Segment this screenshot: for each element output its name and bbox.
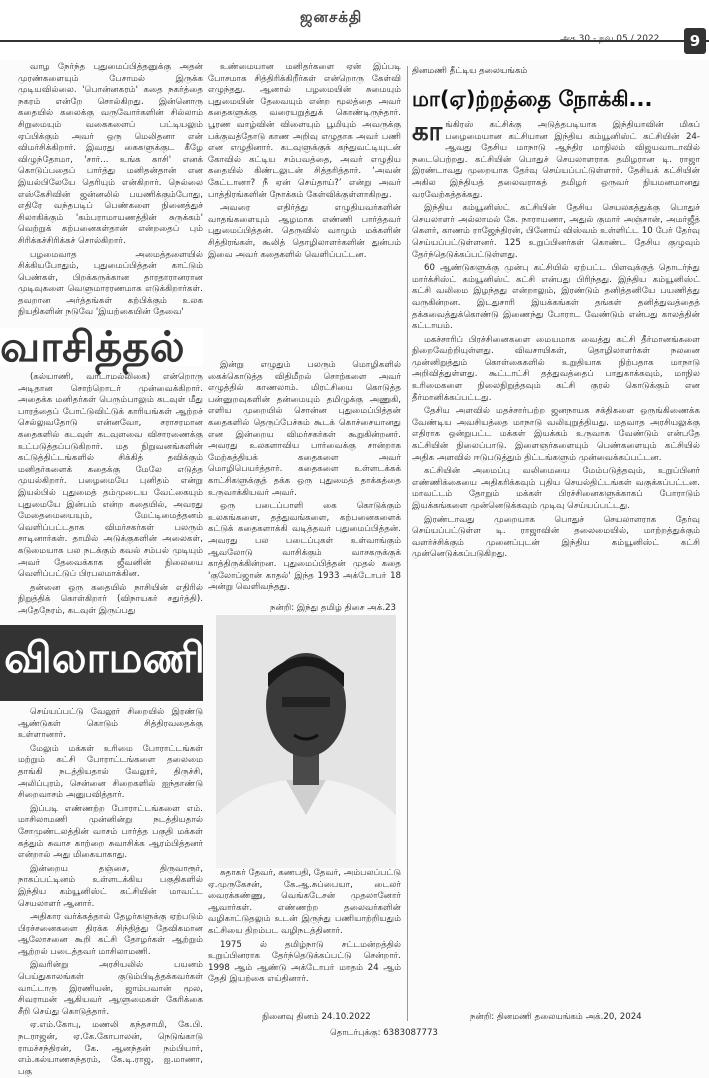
editorial-para: தேசிய அளவில் மதச்சார்பற்ற ஜனநாயக சக்திகளை ஒருங்கிணைக்க வேண்டிய அவசியத்தை மாநாடு வலியுறுத்தியது. மதவாத அரசியலுக்கு எதிராக ஒன்றுபட்ட மக்கள் இயக்கம் உருவாக வேண்டும் என்பதே கட்சியின் நிலைப்பாடு. இளைஞர்களையும் பெண்களையும் கட்சியில் அதிக அளவில் ஈடுபடுத்தும் திட்டங்களும் முன்வைக்கப்பட்டன. (412, 406, 700, 463)
middle-para: சுதாகர் தேவர், கணபதி, தேவர், அம்பலப்பட்டு ஏ.முருகேசன், கே.ஆ.சுப்பையா, டைலர் வைரக்கண்ணு, வெங்கடேசன் முதலானோர் ஆவார்கள். எண்ணற்ற தலைவர்களின் வழிகாட்டுதலும் உடன் இருந்து பணியாற்றியதும் கட்சியை திறம்பட வழிநடத்தினார். (208, 868, 401, 936)
middle-para: 1975 ல் தமிழ்நாடு சட்டமன்றத்தில் உறுப்பினராக தேர்ந்தெடுக்கப்பட்டு சென்றார். 1998 ஆம் ஆண்டு அக்டோபர் மாதம் 24 ஆம் தேதி இயற்கை எய்தினார். (208, 939, 401, 985)
middle-para: இன்று எழுதும் பலரும் மொழிகளில் கைக்கொடுத்த விதிமீறல் சொற்களை அவர் எழுத்தில் காணலாம். மிரட்சியை கொடுத்த பன்னுறவுகளின் தன்மையும் தமிழுக்கு அணுகி, எளிய முறையில் சொன்ன புதுமைப்பித்தன் கதைகளில் தெருப்பேச்சும் கூடக் கொச்சையானது என இன்றைய விமர்சகர்கள் கூறுகின்றனர். அவரது உலகளாவிய பார்வைக்கு சான்றாக மேற்கத்தியக் கதைகளை அவர் மொழிபெயர்த்தார். கதைகளை உள்ளடக்கக் காட்சிகளுக்குத் தக்க ஒரு புதுமைத் தாக்கத்தை உருவாக்கியவர் அவர். (208, 360, 401, 498)
issue-dateline: அக.30 - நவ.05 / 2022 (560, 34, 660, 44)
memorial-date: நினைவு தினம் 24.10.2022 (262, 1012, 371, 1022)
editorial-para: 60 ஆண்டுகளுக்கு முன்பு கட்சியில் ஏற்பட்ட பிளவுக்குத் தொடர்ந்து மார்க்சிஸ்ட் கம்யூனிஸ்ட் கட்சி என்பது பிரிந்தது. இந்திய கம்யூனிஸ்ட் கட்சி வலிமை இழந்தது என்றாலும், இரண்டும் தனித்தனியே பயணித்து வருகின்றன. இடதுசாரி இயக்கங்கள் தங்கள் தனித்துவத்தைத் தக்கவைத்துக்கொண்டு இணைந்து போராட வேண்டும் என்பது காலத்தின் கட்டாயம். (412, 263, 700, 332)
banner-text: விலாமணி (4, 633, 205, 682)
page-number: 9 (684, 28, 706, 54)
left-para: இப்படி எண்ணற்ற போராட்டங்களை எம். மாசிலாமணி முன்னின்று நடத்தியதால் சோமுண்டலத்தின் வாசம் பார்த்த பகுதி மக்கள் கத்தும் சுவாச காற்றை சுவாசிக்க ஆரம்பித்தனர் என்றால் அது மிகையாகாது. (18, 803, 203, 861)
contact-line: தொடர்புக்கு: 6383087773 (330, 1028, 438, 1038)
editorial-body (412, 117, 700, 1005)
middle-para: ஒரு படைப்பாளி கை கொடுக்கும் உலகங்களை, தத்துவங்களை, கற்பனைகளைக் கட்டுக் கதைகளாக்கி வடித்தவர் புதுமைப்பித்தன். அவரது பல படைப்புகள் உள்வாங்கும் ஆவலோடு வாசிக்கும் வாசகருக்குக் காத்திருக்கின்றன. புதுமைப்பித்தன் முதல் கதை 'குலோப்ஜான் காதல்' இந்த 1933 அக்டோபர் 18 அன்று வெளிவந்தது. (208, 501, 401, 593)
middle-article-top (208, 62, 401, 352)
source-credit: நன்றி: இந்து தமிழ் திசை அக்.23 (270, 603, 397, 613)
masthead (0, 0, 709, 60)
section-banner-name (0, 625, 203, 701)
portrait-image (216, 615, 396, 868)
left-para: (கல்யாணி, வாடாமல்லிகை) என்றொரு அடிதான சொற்றொடர் முன்வைக்கிறார். அதைக்க மனிதர்கள் பெரும்பாலும் கடவுள் மீது பாரத்தைப் போட்டுவிட்டுக் காரியங்கள் ஆற்றச் செல்லுவதோடு என்னவோ, சராசரமான கதைகளில் கடவுள் கடவுளவை விசாரணைக்கு உட்படுத்தப்படுகிறார். மத நிறுவனங்களின் கட்டுத்திட்டங்களில் சிக்கித் தவிக்கும் மனிதர்களைக் கதைக்கு மேலே எடுத்த முயல்கிறார். பழைமையே புனிதம் என்று இயல்பில் புதுமைத் தம்முடைய வேட்கையும் புதுமையே இன்பம் என்ற கதையில், அவரது மேதைமையையும், மேட்டிமைத்தனம் வெளிப்பட்டதாக விமர்சகர்கள் பலரும் சாடினார்கள். தாமில் அடுக்குகளின் அலைகள், கடுமையாக பல நடக்கும் கவல் சம்பல் முடியும் அவர் தேவைக்காக ஜீவனின் நிலையை வெளிப்பட்டுப் பிரபலமாக்கின. (18, 372, 203, 580)
left-para: பழமைவாத அமைத்தளையில் சிக்கியபோதும், புதுமைப்பித்தன் காட்டும் பெண்கள், பிறக்கருக்கான தாரதாரானரான முடிவுகளை வெளுமாரரணமாக எடுக்கிறார்கள். தவறான அர்த்தங்கள் கற்பிக்கும் உலக நியதிகளின் நடுவே 'இயற்கையின் தேவை' (18, 249, 203, 318)
editorial-credit: நன்றி: தினமணி தலையங்கம் அக்.20, 2024 (470, 1012, 642, 1022)
section-banner-reading (0, 322, 203, 371)
column-divider (407, 66, 408, 1021)
left-para: செய்யப்பட்டு வேலூர் சிறையில் இரண்டு ஆண்டுகள் கொடும் சித்திரவதைக்கு உள்ளானார். (18, 707, 203, 741)
left-para: இவரின்று அரசியலில் பயனம் பெய்துகாலங்கள் குடும்பிடித்தக்கவர்கள் வாட்டாரு இரணியன், ஜாம்பவான் மூல, சிவராமன் ஆகியவர் ஆளுமைகள் கேரிக்கை சீறி செய்து கொடுத்தார். (18, 960, 203, 1017)
left-article-top (18, 62, 203, 321)
middle-article-mid (208, 360, 401, 595)
left-para: வாழ நேர்ந்த புதுமைப்பித்தனுக்கு அதன் முரண்களையும் பேசாமல் இருக்க முடியவில்லை. 'பொன்னகரம்' கதை நகர்த்தை நகரம் என்றே சொல்கிறது. இன்னொரு கதையில் கலைக்கு வருவோர்களின் சில்லாம் சிறுமையும் வகைகளைப் பட்டியலும் ஏப்பிக்கும் அவர் ஒரு மெலிதனா என் விமர்சிக்கிறார். இவரது கைகளுக்குட கீழே விழுந்தோமா, 'சார்... உங்க காசி' எனக் கொடுப்பதைப் பார்த்து மனிதன்தான் என இயல்பிலேயே தெரியும் என்கிறார். நெல்லை எஸ்கேசிவின் ஜன்னலில் பயணிக்கும்போது, எதிரே வந்தபடிப் பெண்களை நினைத்துச் சிலாகிக்கும் 'கம்பராமாயணத்தின் சுருக்கம்' வெற்றுக் கற்பனைகள்தான் என்றதைப் பும் சிரிக்கச்சிரிக்கச் சொல்கிறார். (18, 62, 203, 246)
portrait-photo (216, 615, 396, 868)
middle-para: அவரை எதிர்த்து எழுதியவர்களின் வாதங்களையும் ஆழமாக எண்ணி பார்த்தவர் புதுமைப்பித்தன். தெருவில் வாழும் மக்களின் சித்திரங்கள், கூலித் தொழிலாளர்களின் துன்பம் இவை அவர் கதைகளில் வெளிப்பட்டன. (208, 203, 401, 260)
drop-cap: கா (412, 117, 443, 147)
left-para: மேலும் மக்கள் உரிமை போராட்டங்கள் மற்றும் கட்சி போராட்டங்களை தலைமை தாங்கி நடத்தியதால் வேலூர், திருச்சி, அலிப்புரம், சென்னை சிறைகளில் ஐந்தாண்டு சிறைவாசம் அனுபவித்தார். (18, 743, 203, 801)
left-article-bottom (18, 707, 203, 1077)
left-para: ஏ.எம்.கோபு, மணலி கந்தசாமி, கே.பி. நடராஜன், ஏ.கே.கோபாலன், நெடுங்காடு ராமச்சந்திரன், கே. ஆனந்தன் நம்பியார், எம்.கல்யாணசுந்தரம், கே.டி.ராஜ, ஐ.மாணா, பகு (18, 1020, 203, 1077)
editorial-title: மா(ஏ)ற்றத்தை நோக்கி... (412, 87, 653, 111)
left-para: இன்றைய தஞ்சை, திருவாரூர், நாகப்பட்டினம் உள்ளடக்கிய பகுதிகளில் இந்திய கம்யூனிஸ்ட் கட்சியின் மாவட்ட செயலாளர் ஆனார். (18, 863, 203, 909)
newspaper-brand: ஜனசக்தி (300, 8, 363, 26)
editorial-para: இந்திய கம்யூனிஸ்ட் கட்சியின் தேசிய செயலகத்துக்கு பொதுச் செயலாளர் அல்லாமல் கே. நாராயணா, அதுல் குமார் அஞ்சான், அமர்ஜீத் கௌர், காணம் ராஜேந்திரன், பினோய் விஸ்வம் உள்ளிட்ட 10 பேர் தேர்வு செய்யப்பட்டுள்ளனர். 125 உறுப்பினர்கள் கொண்ட தேசிய குழுவும் தேர்ந்தெடுக்கப்பட்டுள்ளது. (412, 203, 700, 260)
editorial-para: கட்சியின் அமைப்பு வலிமையை மேம்படுத்தவும், உறுப்பினர் எண்ணிக்கையை அதிகரிக்கவும் புதிய செயல்திட்டங்கள் வகுக்கப்பட்டன. மாவட்டம் தோறும் மக்கள் பிரச்சினைகளுக்காகப் போராடும் இயக்கங்களை முன்னெடுக்கவும் முடிவு செய்யப்பட்டது. (412, 466, 700, 511)
editorial-kicker: தினமணி தீட்டிய தலையங்கம் (412, 66, 528, 76)
middle-para: உண்மையான மனிதர்களை ஏன் இப்படி போசமாக சித்திரிக்கிறீர்கள் என்றொரு கேள்வி எழுந்தது. ஆனால் பழமையின் சுமையும் புதுமையின் தேவையும் என்ற மூலத்தை அவர் கதைகளுக்கு வரையறுத்துக் கொண்டிருந்தார். பூரண வாழ்வின் விளையும் பூமியும் அவருக்கு பக்குவத்தோடு காண அறிவு எழுதாக அவர் பணி என எழுதினார். கடவுளுக்குக் கந்துவட்டியுடன் கோவில் கட்டிய சம்பவத்தை, அவர் எழுதிய கதையில் கிண்டலுடன் சித்தரித்தார். ‘அவன் கேட்டானா? நீ ஏன் செய்தாய்?’ என்று அவர் பாத்திரங்களின் நோக்கம் கேள்விக்குள்ளாகிறது. (208, 62, 401, 200)
left-para: தன்னை ஒரு கதையில் நாசியின் எதிரில் நிறுத்திக் கொள்கிறார் (விநாயகர் சதுர்த்தி). அதேநேரம், கடவுள் இருப்பது (18, 582, 203, 616)
banner-text: வாசித்தல் (0, 322, 185, 371)
editorial-para: ங்கிரஸ் கட்சிக்கு அடுத்தபடியாக இந்தியாவின் மிகப் பழைமையான கட்சியான இந்திய கம்யூனிஸ்ட் கட்சியின் 24-ஆவது தேசிய மாநாடு ஆந்திர மாநிலம் விஜயவாடாவில் நடைபெற்றது. கட்சியின் பொதுச் செயலாளராக தமிழரான டி. ராஜா இரண்டாவது முறையாக தேர்வு செய்யப்பட்டுள்ளார். தேசியக் கட்சியின் அகில இந்தியத் தலைவராகத் தமிழர் ஒருவர் நியமனமானது வரவேற்கத்தக்கது. (412, 120, 700, 200)
editorial-para: இரண்டாவது முறையாக பொதுச் செயலாளராக தேர்வு செய்யப்பட்டுள்ள டி. ராஜாவின் தலைமையில், மாற்றத்துக்கும் வளர்ச்சிக்கும் முனைப்புடன் இந்திய கம்யூனிஸ்ட் கட்சி முன்னெடுக்கப்படுகிறது. (412, 514, 700, 560)
middle-article-bottom (208, 868, 401, 998)
editorial-para: மகச்சாரிப் பிரச்சினைகளை மையமாக வைத்து கட்சி தீர்மானங்களை நிறைவேற்றியுள்ளது. விவசாயிகள், தொழிலாளர்கள் நலனை முன்னிறுத்தும் கொள்கைகளில் உறுதியாக நிற்பதாக மாநாடு அறிவித்துள்ளது. கூட்டாட்சி தத்துவத்தைப் பாதுகாக்கவும், மாநில உரிமைகளை நிலைநிறுத்தவும் கட்சி குரல் கொடுக்கும் என தீர்மானிக்கப்பட்டது. (412, 334, 700, 403)
left-para: அதிகார வர்க்கத்தால் தேழர்களுக்கு ஏற்படும் பிரச்சனைகளை திரக்க சிந்தித்து தேவிகமான ஆலோசனை கூறி கட்சி தோழர்கள் ஆற்றும் ஆற்றல் படைத்தவர் மாசிலாமணி. (18, 912, 203, 957)
